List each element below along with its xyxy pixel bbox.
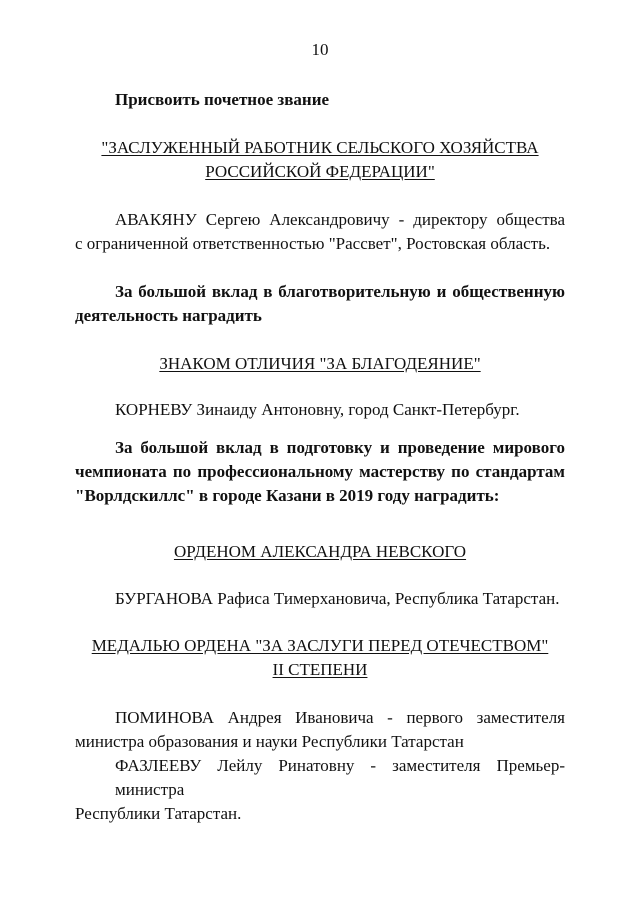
awardee-avakyan-line-1: АВАКЯНУ Сергею Александровичу - директору общества xyxy=(115,210,565,229)
honorary-title-line-2: РОССИЙСКОЙ ФЕДЕРАЦИИ" xyxy=(205,162,435,181)
awardee-pominov-line-2: министра образования и науки Республики Татарстан xyxy=(75,732,464,751)
award-fatherland-medal-line-1: МЕДАЛЬЮ ОРДЕНА "ЗА ЗАСЛУГИ ПЕРЕД ОТЕЧЕСТВОМ" xyxy=(91,636,549,655)
awardee-avakyan-line-2: с ограниченной ответственностью "Рассвет", Ростовская область. xyxy=(75,234,551,253)
award-charity-badge: ЗНАКОМ ОТЛИЧИЯ "ЗА БЛАГОДЕЯНИЕ" xyxy=(159,354,481,373)
awardee-pominov xyxy=(75,706,565,754)
awardee-fazleeva-line-2: Республики Татарстан. xyxy=(75,804,242,823)
award-nevsky-order: ОРДЕНОМ АЛЕКСАНДРА НЕВСКОГО xyxy=(173,542,467,561)
awardee-burganov: БУРГАНОВА Рафиса Тимерхановича, Республика Татарстан. xyxy=(115,589,560,608)
worldskills-intro-line-2: чемпионата по профессиональному мастерству по стандартам xyxy=(75,462,565,481)
award-fatherland-medal-line-2: II СТЕПЕНИ xyxy=(272,660,368,679)
awardee-korneva: КОРНЕВУ Зинаиду Антоновну, город Санкт-Петербург. xyxy=(115,400,520,419)
charity-intro-line-2: деятельность наградить xyxy=(75,306,262,325)
conferral-intro: Присвоить почетное звание xyxy=(115,90,330,109)
worldskills-intro-line-1: За большой вклад в подготовку и проведение мирового xyxy=(115,438,565,457)
worldskills-intro-line-3: "Ворлдскиллс" в городе Казани в 2019 году наградить: xyxy=(75,486,500,505)
awardee-fazleeva-line-1: ФАЗЛЕЕВУ Лейлу Ринатовну - заместителя Премьер-министра xyxy=(115,756,565,799)
page-number: 10 xyxy=(311,40,329,59)
awardee-fazleeva xyxy=(75,754,565,826)
charity-intro xyxy=(75,280,565,328)
awardee-avakyan xyxy=(75,208,565,256)
honorary-title-line-1: "ЗАСЛУЖЕННЫЙ РАБОТНИК СЕЛЬСКОГО ХОЗЯЙСТВА xyxy=(101,138,539,157)
honorary-title xyxy=(75,136,565,184)
awardee-pominov-line-1: ПОМИНОВА Андрея Ивановича - первого заместителя xyxy=(115,708,565,727)
worldskills-intro xyxy=(75,436,565,508)
award-fatherland-medal xyxy=(75,634,565,682)
charity-intro-line-1: За большой вклад в благотворительную и общественную xyxy=(115,282,565,301)
